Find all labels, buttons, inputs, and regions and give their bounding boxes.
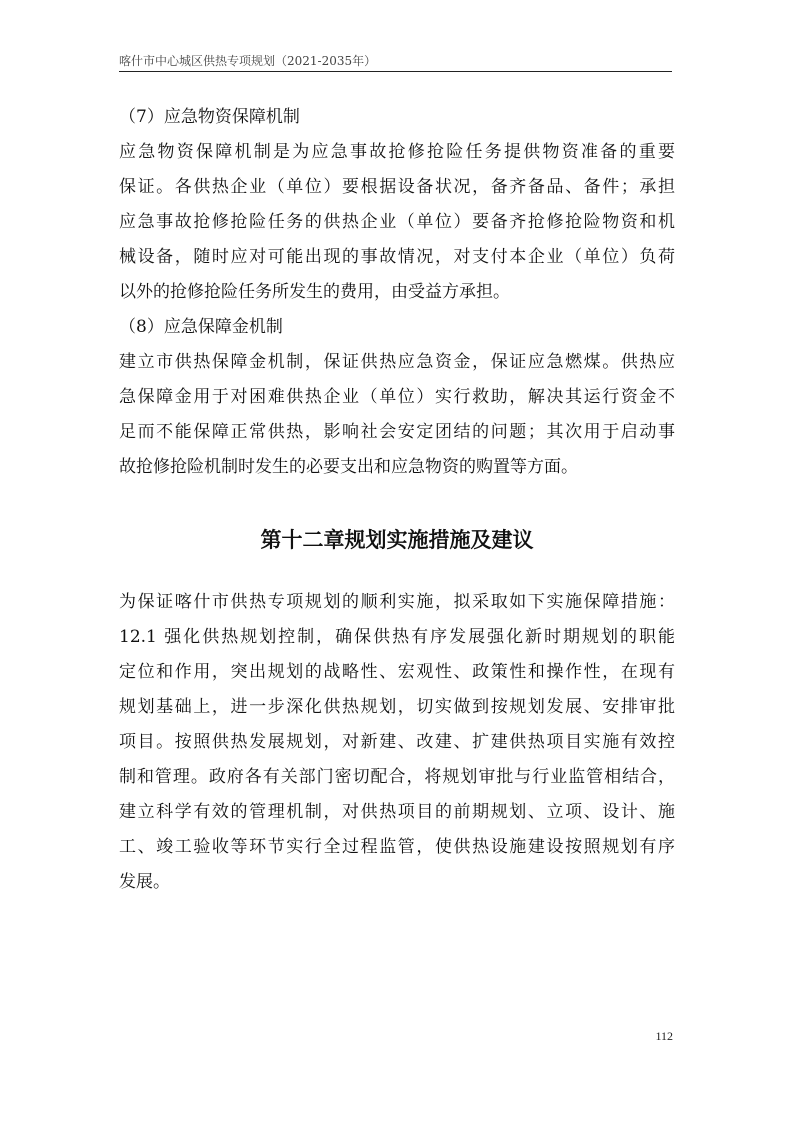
chapter-line-6: 建立科学有效的管理机制，对供热项目的前期规划、立项、设计、施	[119, 802, 675, 822]
chapter-intro: 为保证喀什市供热专项规划的顺利实施，拟采取如下实施保障措施：	[119, 592, 675, 612]
section-8-line-2: 急保障金用于对困难供热企业（单位）实行救助，解决其运行资金不	[119, 387, 675, 407]
header-divider	[119, 71, 672, 72]
chapter-line-8: 发展。	[119, 872, 170, 892]
section-8-heading: （8）应急保障金机制	[119, 317, 283, 337]
section-7-heading: （7）应急物资保障机制	[119, 107, 300, 127]
section-8-line-1: 建立市供热保障金机制，保证供热应急资金，保证应急燃煤。供热应	[119, 352, 675, 372]
section-7-line-2: 保证。各供热企业（单位）要根据设备状况，备齐备品、备件；承担	[119, 177, 675, 197]
section-7-line-3: 应急事故抢修抢险任务的供热企业（单位）要备齐抢修抢险物资和机	[119, 212, 675, 232]
chapter-line-2: 定位和作用，突出规划的战略性、宏观性、政策性和操作性，在现有	[119, 662, 675, 682]
chapter-line-1: 12.1 强化供热规划控制，确保供热有序发展强化新时期规划的职能	[119, 627, 675, 647]
chapter-line-7: 工、竣工验收等环节实行全过程监管，使供热设施建设按照规划有序	[119, 837, 675, 857]
section-7-line-4: 械设备，随时应对可能出现的事故情况，对支付本企业（单位）负荷	[119, 247, 675, 267]
section-8-line-3: 足而不能保障正常供热，影响社会安定团结的问题；其次用于启动事	[119, 422, 675, 442]
page-number: 112	[655, 1029, 673, 1043]
document-body	[119, 100, 675, 900]
section-7-line-1: 应急物资保障机制是为应急事故抢修抢险任务提供物资准备的重要	[119, 142, 675, 162]
chapter-line-3: 规划基础上，进一步深化供热规划，切实做到按规划发展、安排审批	[119, 697, 675, 717]
chapter-line-5: 制和管理。政府各有关部门密切配合，将规划审批与行业监管相结合，	[119, 767, 675, 787]
running-header: 喀什市中心城区供热专项规划（2021-2035年）	[119, 54, 377, 68]
chapter-line-4: 项目。按照供热发展规划，对新建、改建、扩建供热项目实施有效控	[119, 732, 675, 752]
section-8-line-4: 故抢修抢险机制时发生的必要支出和应急物资的购置等方面。	[119, 457, 578, 477]
chapter-title: 第十二章规划实施措施及建议	[260, 528, 534, 552]
section-7-line-5: 以外的抢修抢险任务所发生的费用，由受益方承担。	[119, 282, 510, 302]
